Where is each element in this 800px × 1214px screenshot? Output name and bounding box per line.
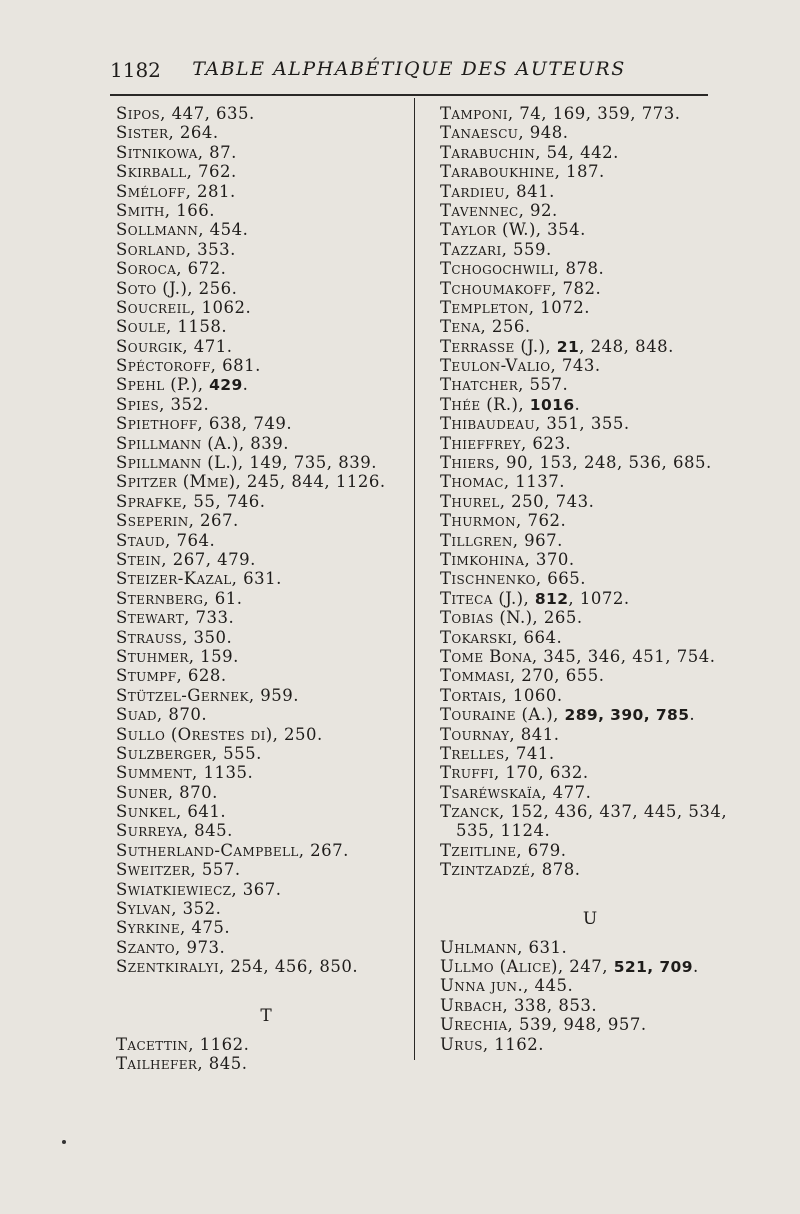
page-references: 352.	[164, 394, 210, 414]
page-references: 187.	[560, 162, 605, 182]
page-references: 973.	[180, 937, 226, 957]
index-entry	[116, 744, 416, 763]
index-entry	[116, 841, 416, 860]
page-references: 1158.	[171, 317, 228, 337]
index-entry	[440, 453, 740, 472]
index-entry	[440, 666, 740, 685]
author-name: Tacettin,	[116, 1034, 194, 1054]
index-entry	[116, 647, 416, 666]
author-name: Spillmann (L.),	[116, 453, 244, 473]
author-name: Spehl (P.),	[116, 375, 204, 395]
page-references: 628.	[182, 666, 227, 686]
author-name: Tchogochwili,	[440, 259, 560, 279]
page-references: 845.	[188, 821, 233, 841]
index-entry	[440, 802, 740, 821]
author-name: Soucreil,	[116, 297, 196, 317]
author-name: Uhlmann,	[440, 937, 523, 957]
page-references: 1162.	[193, 1034, 250, 1054]
page-references: 733.	[189, 608, 235, 628]
page-references: 559.	[507, 239, 552, 259]
page-references: 681.	[216, 356, 261, 376]
index-entry	[440, 395, 740, 414]
page-references: 281.	[191, 181, 236, 201]
page-references: 638, 749.	[203, 414, 293, 434]
index-entry	[116, 298, 416, 317]
page-references-trailing: .	[689, 705, 696, 725]
index-entry	[440, 783, 740, 802]
index-entry	[116, 628, 416, 647]
author-name: Terrasse (J.),	[440, 336, 552, 356]
author-name: Timkohina,	[440, 549, 531, 569]
index-entry	[440, 550, 740, 569]
page-references: 477.	[546, 782, 592, 802]
author-name: Sulzberger,	[116, 743, 218, 763]
author-name: Sprafke,	[116, 491, 188, 511]
index-entry	[116, 783, 416, 802]
index-entry	[116, 725, 416, 744]
author-name: Sunkel,	[116, 802, 182, 822]
author-name: Tardieu,	[440, 181, 511, 201]
author-name: Sipos,	[116, 104, 166, 123]
index-entry	[440, 569, 740, 588]
author-name: Tchoumakoff,	[440, 278, 557, 298]
index-entry	[440, 317, 740, 336]
index-entry	[440, 162, 740, 181]
page-references: 841.	[510, 181, 555, 201]
author-name: Urechia,	[440, 1015, 514, 1035]
author-name: Tazzari,	[440, 239, 508, 259]
bold-page-reference: 521, 709	[613, 958, 693, 977]
index-entry	[116, 1035, 416, 1054]
index-entry	[116, 434, 416, 453]
index-entry	[116, 608, 416, 627]
index-entry	[440, 259, 740, 278]
page-references: 264.	[174, 123, 219, 143]
author-name: Tokarski,	[440, 627, 518, 647]
bold-page-reference: 1016	[529, 395, 575, 414]
index-entry	[116, 666, 416, 685]
index-entry	[116, 220, 416, 239]
page-references: 475.	[185, 918, 231, 938]
author-name: Sorland,	[116, 239, 192, 259]
author-name: Tanaescu,	[440, 123, 524, 143]
author-name: Thurel,	[440, 491, 506, 511]
page-references: 870.	[173, 782, 218, 802]
author-name: Truffi,	[440, 763, 500, 783]
bold-page-reference: 21	[556, 337, 580, 356]
author-name: Tillgren,	[440, 530, 519, 550]
page-references: 743.	[556, 356, 601, 376]
author-name: Sweitzer,	[116, 860, 197, 880]
index-entry	[116, 453, 416, 472]
page-references: 1162.	[488, 1034, 545, 1054]
page-references: 353.	[191, 239, 236, 259]
index-entry	[440, 414, 740, 433]
index-entry	[440, 375, 740, 394]
section-u-entries	[440, 938, 740, 1054]
author-name: Staud,	[116, 530, 171, 550]
index-entry	[116, 589, 416, 608]
index-entry	[116, 569, 416, 588]
index-entry	[116, 143, 416, 162]
page-references: 92.	[524, 200, 558, 220]
page-references: 762.	[192, 162, 237, 182]
index-entry	[440, 763, 740, 782]
index-entry	[440, 976, 740, 995]
author-name: Stützel-Gernek,	[116, 685, 255, 705]
page-references: 878.	[559, 259, 605, 279]
page-references: 555.	[217, 743, 262, 763]
author-name: Tamponi,	[440, 104, 514, 123]
index-entry	[116, 317, 416, 336]
page-references: 1060.	[507, 685, 563, 705]
author-name: Ullmo (Alice),	[440, 957, 564, 977]
author-name: Unna jun.,	[440, 976, 529, 996]
index-entry	[116, 201, 416, 220]
page-references: 370.	[530, 549, 575, 569]
author-name: Summent,	[116, 763, 198, 783]
left-column	[116, 104, 416, 1073]
section-t-entries	[116, 1035, 416, 1074]
page-references: 665.	[541, 569, 586, 589]
index-entry	[440, 628, 740, 647]
author-name: Smith,	[116, 200, 171, 220]
index-entry	[440, 821, 740, 840]
page-references: 967.	[518, 530, 563, 550]
author-name: Sister,	[116, 123, 175, 143]
page-references: 256.	[486, 317, 531, 337]
margin-dot	[62, 1140, 66, 1144]
page-references: 170, 632.	[499, 763, 589, 783]
page-references: 1072.	[534, 297, 590, 317]
author-name: Stuhmer,	[116, 646, 195, 666]
author-name: Surreya,	[116, 821, 189, 841]
page-references: 741.	[510, 743, 555, 763]
author-name: Titeca (J.),	[440, 588, 530, 608]
page-references: 878.	[535, 860, 581, 880]
author-name: Syrkine,	[116, 918, 186, 938]
index-entry	[116, 1054, 416, 1073]
bold-page-reference: 812	[534, 589, 569, 608]
page-references-trailing: .	[574, 394, 581, 414]
author-name: Tommasi,	[440, 666, 516, 686]
right-column	[440, 104, 740, 1054]
page-references: 672.	[181, 259, 227, 279]
index-entry	[440, 511, 740, 530]
index-entry	[116, 918, 416, 937]
page-references-trailing: .	[242, 375, 249, 395]
author-name: Soule,	[116, 317, 172, 337]
page-references-trailing: , 1072.	[568, 588, 630, 608]
index-entry	[116, 763, 416, 782]
page-references: 152, 436, 437, 445, 534,	[504, 802, 728, 822]
index-entry	[440, 472, 740, 491]
index-entry	[440, 589, 740, 608]
page-references: 265.	[538, 608, 583, 628]
page-references: 641.	[181, 802, 227, 822]
author-name: Stewart,	[116, 608, 190, 628]
index-entry	[116, 938, 416, 957]
page-references: 631.	[237, 569, 282, 589]
index-entry	[440, 1035, 740, 1054]
author-name: Teulon-Valio,	[440, 356, 557, 376]
author-name: Tortais,	[440, 685, 508, 705]
index-entry	[116, 162, 416, 181]
index-entry	[116, 123, 416, 142]
page-references: 870.	[162, 705, 208, 725]
author-name: Sourgik,	[116, 336, 189, 356]
index-entry	[116, 511, 416, 530]
page-references: 61.	[209, 588, 243, 608]
page-references: 245, 844, 1126.	[241, 472, 386, 492]
author-name: Trelles,	[440, 743, 511, 763]
page-references: 250.	[278, 724, 323, 744]
author-name: Skirball,	[116, 162, 193, 182]
author-name: Spillmann (A.),	[116, 433, 245, 453]
page-references: 87.	[203, 142, 237, 162]
page-references: 679.	[522, 840, 567, 860]
author-name: Strauss,	[116, 627, 188, 647]
index-entry	[116, 414, 416, 433]
index-entry	[440, 725, 740, 744]
page-references: 350.	[187, 627, 233, 647]
author-name: Sitnikowa,	[116, 142, 204, 162]
author-name: Thomac,	[440, 472, 510, 492]
index-entry	[116, 472, 416, 491]
page-references: 948.	[523, 123, 569, 143]
author-name: Stumpf,	[116, 666, 183, 686]
index-entry	[116, 279, 416, 298]
author-name: Urus,	[440, 1034, 489, 1054]
author-name: Touraine (A.),	[440, 705, 559, 725]
index-entry	[440, 201, 740, 220]
author-name: Thieffrey,	[440, 433, 527, 453]
index-entry	[440, 492, 740, 511]
left-entries	[116, 104, 416, 977]
index-entry	[440, 337, 740, 356]
page-references: 338, 853.	[508, 995, 598, 1015]
page-references: 631.	[522, 937, 568, 957]
index-entry	[440, 1015, 740, 1034]
author-name: Spéctoroff,	[116, 356, 217, 376]
page-references: 959.	[254, 685, 299, 705]
page-references: 839.	[244, 433, 290, 453]
author-name: Swiatkiewiecz,	[116, 879, 238, 899]
author-name: Thibaudeau,	[440, 414, 541, 434]
page-references: 149, 735, 839.	[243, 453, 378, 473]
author-name: Szanto,	[116, 937, 181, 957]
index-entry	[440, 686, 740, 705]
author-name: Steizer-Kazal,	[116, 569, 238, 589]
page-references: 267.	[194, 511, 239, 531]
author-name: Tzintzadzé,	[440, 860, 536, 880]
index-entry	[116, 182, 416, 201]
page-references: 782.	[556, 278, 602, 298]
page-references: 352.	[176, 899, 222, 919]
author-name: Sollmann,	[116, 220, 204, 240]
section-letter-t: T	[260, 1005, 272, 1026]
index-entry	[116, 337, 416, 356]
page-references: 471.	[188, 336, 233, 356]
page-references: 90, 153, 248, 536, 685.	[500, 453, 712, 473]
page-references: 247,	[563, 957, 614, 977]
section-letter-u: U	[582, 908, 598, 929]
author-name: Templeton,	[440, 297, 535, 317]
index-entry	[116, 899, 416, 918]
index-entry	[440, 531, 740, 550]
page-header	[110, 58, 708, 86]
page-references: 535, 1124.	[456, 821, 551, 841]
page-references: 1135.	[197, 763, 254, 783]
page-references: 539, 948, 957.	[513, 1015, 647, 1035]
index-entry	[440, 279, 740, 298]
page-references: 845.	[202, 1053, 248, 1073]
index-entry	[440, 860, 740, 879]
author-name: Tzeitline,	[440, 840, 523, 860]
page-references: 166.	[170, 200, 215, 220]
page-references: 256.	[192, 278, 238, 298]
author-name: Sylvan,	[116, 899, 177, 919]
index-entry	[116, 821, 416, 840]
author-name: Suner,	[116, 782, 174, 802]
index-entry	[116, 802, 416, 821]
author-name: Sternberg,	[116, 588, 210, 608]
index-entry	[440, 240, 740, 259]
index-entry	[440, 841, 740, 860]
index-entry	[440, 957, 740, 976]
page-references: 557.	[523, 375, 569, 395]
page-references: 250, 743.	[505, 491, 595, 511]
index-entry	[116, 550, 416, 569]
author-name: Taraboukhine,	[440, 162, 561, 182]
index-entry	[116, 880, 416, 899]
author-name: Stein,	[116, 549, 167, 569]
index-entry	[440, 123, 740, 142]
index-entry	[440, 744, 740, 763]
page-references: 351, 355.	[540, 414, 630, 434]
page-references: 345, 346, 451, 754.	[537, 646, 716, 666]
index-entry	[440, 647, 740, 666]
index-entry	[116, 240, 416, 259]
page-references: 254, 456, 850.	[224, 957, 359, 977]
author-name: Thatcher,	[440, 375, 524, 395]
author-name: Tobias (N.),	[440, 608, 539, 628]
author-name: Tischnenko,	[440, 569, 542, 589]
author-name: Suad,	[116, 705, 163, 725]
page-references: 557.	[196, 860, 241, 880]
page-references: 454.	[203, 220, 249, 240]
author-name: Sullo (Orestes di),	[116, 724, 279, 744]
index-entry	[440, 182, 740, 201]
author-name: Tsaréwskaïa,	[440, 782, 547, 802]
author-name: Urbach,	[440, 995, 509, 1015]
bold-page-reference: 289, 390, 785	[564, 706, 690, 725]
right-entries	[440, 104, 740, 880]
index-entry	[116, 492, 416, 511]
author-name: Thurmon,	[440, 511, 522, 531]
author-name: Spitzer (Mme),	[116, 472, 242, 492]
page-references-trailing: , 248, 848.	[579, 336, 674, 356]
index-entry	[440, 220, 740, 239]
page-references: 1137.	[509, 472, 565, 492]
author-name: Tailhefer,	[116, 1053, 203, 1073]
page-references: 55, 746.	[187, 491, 266, 511]
author-name: Soroca,	[116, 259, 182, 279]
index-entry	[116, 259, 416, 278]
page-references: 267.	[304, 840, 349, 860]
page-references: 354.	[541, 220, 586, 240]
page-references: 267, 479.	[166, 549, 256, 569]
page-references: 367.	[237, 879, 282, 899]
author-name: Szentkiralyi,	[116, 957, 225, 977]
page-references: 664.	[517, 627, 563, 647]
author-name: Soto (J.),	[116, 278, 193, 298]
page-references: 159.	[194, 646, 239, 666]
page-references: 445.	[528, 976, 574, 996]
index-entry	[440, 434, 740, 453]
page-references: 74, 169, 359, 773.	[513, 104, 681, 123]
index-entry	[440, 996, 740, 1015]
author-name: Thiers,	[440, 453, 501, 473]
author-name: Tzanck,	[440, 802, 505, 822]
index-entry	[116, 957, 416, 976]
index-entry	[440, 608, 740, 627]
index-entry	[440, 938, 740, 957]
author-name: Sseperin,	[116, 511, 195, 531]
page-references-trailing: .	[692, 957, 699, 977]
author-name: Sméloff,	[116, 181, 192, 201]
author-name: Tena,	[440, 317, 487, 337]
index-entry	[440, 104, 740, 123]
page-number: 1182	[110, 58, 161, 82]
bold-page-reference: 429	[209, 376, 243, 395]
author-name: Tournay,	[440, 724, 516, 744]
index-entry	[116, 705, 416, 724]
page-references: 270, 655.	[515, 666, 605, 686]
index-entry	[440, 356, 740, 375]
index-entry	[116, 531, 416, 550]
header-rule	[110, 94, 708, 96]
author-name: Tome Bona,	[440, 646, 538, 666]
index-entry	[116, 356, 416, 375]
author-name: Spies,	[116, 394, 165, 414]
page-references: 447, 635.	[165, 104, 255, 123]
author-name: Spiethoff,	[116, 414, 204, 434]
page-references: 762.	[521, 511, 567, 531]
index-entry	[116, 686, 416, 705]
page-references: 841.	[515, 724, 560, 744]
index-entry	[116, 104, 416, 123]
author-name: Sutherland-Campbell,	[116, 840, 305, 860]
author-name: Taylor (W.),	[440, 220, 542, 240]
index-entry	[440, 705, 740, 724]
author-name: Tavennec,	[440, 200, 525, 220]
running-title: TABLE ALPHABÉTIQUE DES AUTEURS	[192, 58, 626, 80]
index-entry	[116, 395, 416, 414]
page-references: 623.	[526, 433, 572, 453]
index-entry	[440, 298, 740, 317]
index-entry	[116, 375, 416, 394]
index-entry	[116, 860, 416, 879]
index-entry	[440, 143, 740, 162]
page-references: 1062.	[195, 297, 252, 317]
page-references: 764.	[170, 530, 216, 550]
page-references: 54, 442.	[540, 142, 619, 162]
author-name: Thée (R.),	[440, 394, 525, 414]
author-name: Tarabuchin,	[440, 142, 541, 162]
